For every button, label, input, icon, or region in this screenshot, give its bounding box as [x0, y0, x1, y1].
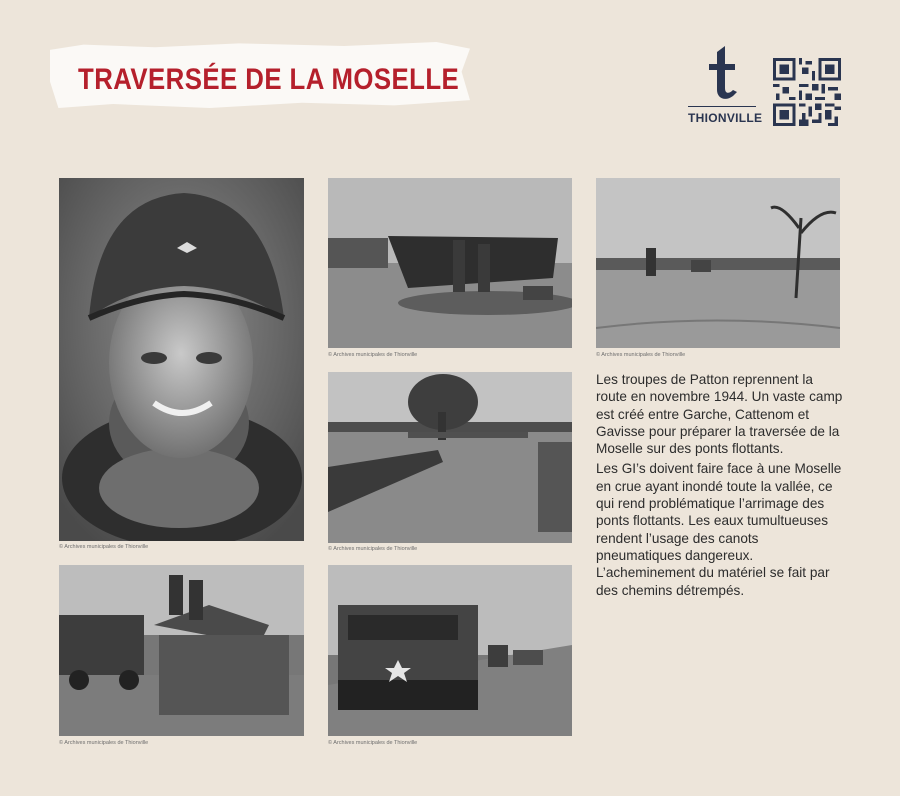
logo-divider: [688, 106, 756, 107]
photo-credit: © Archives municipales de Thionville: [328, 546, 418, 552]
paragraph: Les troupes de Patton reprennent la route en novembre 1944. Un vaste camp est créé entre Garche, Cattenom et Gavisse pour préparer la traversée de la Moselle sur des ponts flottants.: [596, 372, 843, 457]
logo-name: THIONVILLE: [688, 111, 763, 125]
photo-boats-flood: [328, 372, 572, 543]
paragraph: Les GI’s doivent faire face à une Moselle en crue ayant inondé toute la vallée, ce qui rend problématique l’arrimage des ponts flottants. Les eaux tumultueuses rendent l’usage des canots pneumatiques dangereux. L’acheminement du matériel se fait par des chemins détrempés.: [596, 461, 842, 598]
photo-flooded-road: [596, 178, 840, 348]
photo-portrait: [59, 178, 304, 541]
photo-credit: © Archives municipales de Thionville: [59, 544, 149, 550]
photo-tracked-vehicle: [328, 565, 572, 736]
qr-code-icon: [773, 58, 841, 126]
photo-credit: © Archives municipales de Thionville: [328, 740, 418, 746]
photo-credit: © Archives municipales de Thionville: [596, 352, 686, 358]
photo-credit: © Archives municipales de Thionville: [59, 740, 149, 746]
page-title: TRAVERSÉE DE LA MOSELLE: [78, 63, 460, 96]
thionville-logo-icon: [703, 44, 743, 104]
photo-boat: [328, 178, 572, 348]
body-text: [596, 371, 846, 602]
photo-soldiers-truck: [59, 565, 304, 736]
photo-credit: © Archives municipales de Thionville: [328, 352, 418, 358]
